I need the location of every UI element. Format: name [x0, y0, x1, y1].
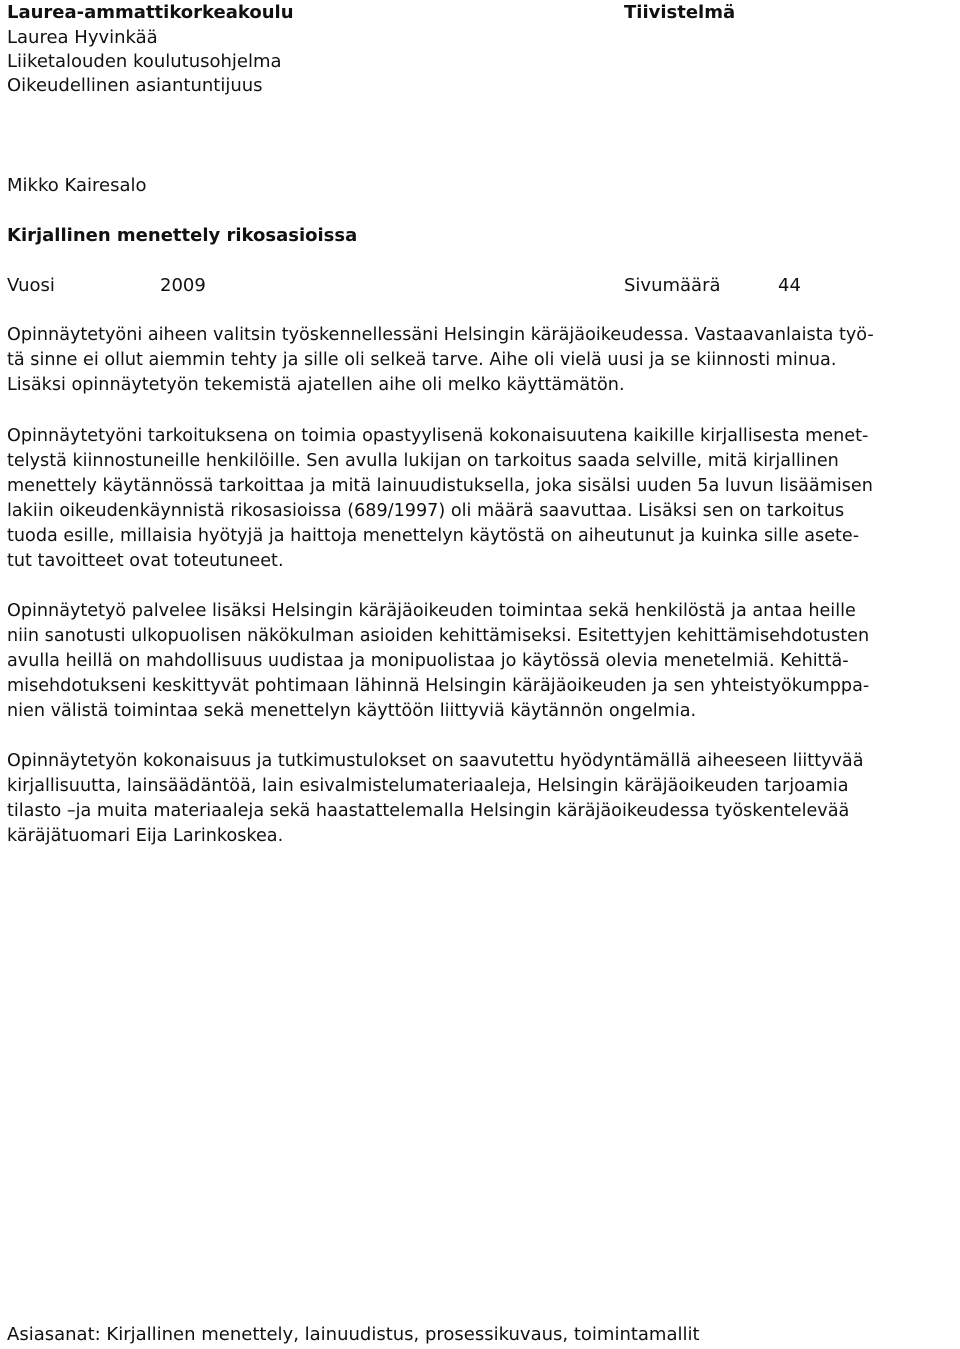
paragraph-line: tilasto –ja muita materiaaleja sekä haastattelemalla Helsingin käräjäoikeudessa työskentelevää — [7, 801, 850, 821]
paragraph-line: käräjätuomari Eija Larinkoskea. — [7, 826, 284, 846]
paragraph-line: kirjallisuutta, lainsäädäntöä, lain esivalmistelumateriaaleja, Helsingin käräjäoikeuden tarjoamia — [7, 776, 849, 796]
paragraph-line: Opinnäytetyöni aiheen valitsin työskennellessäni Helsingin käräjäoikeudessa. Vastaavanlaista työ- — [7, 325, 874, 345]
paragraph-line: niin sanotusti ulkopuolisen näkökulman asioiden kehittämiseksi. Esitettyjen kehittämisehdotusten — [7, 626, 870, 646]
programme-name: Liiketalouden koulutusohjelma — [7, 51, 282, 72]
pages-value: 44 — [778, 275, 801, 296]
paragraph-line: tut tavoitteet ovat toteutuneet. — [7, 551, 284, 571]
paragraph-line: Opinnäytetyön kokonaisuus ja tutkimustulokset on saavutettu hyödyntämällä aiheeseen liittyvää — [7, 751, 864, 771]
paragraph-line: misehdotukseni keskittyvät pohtimaan lähinnä Helsingin käräjäoikeuden ja sen yhteistyökumppa- — [7, 676, 870, 696]
document-type: Tiivistelmä — [624, 2, 736, 23]
abstract-paragraph-2 — [7, 424, 951, 574]
paragraph-line: telystä kiinnostuneille henkilöille. Sen avulla lukijan on tarkoitus saada selville, mitä kirjallinen — [7, 451, 839, 471]
paragraph-line: Lisäksi opinnäytetyön tekemistä ajatellen aihe oli melko käyttämätön. — [7, 375, 625, 395]
paragraph-line: tuoda esille, millaisia hyötyjä ja haittoja menettelyn käytöstä on aiheutunut ja kuinka sille asete- — [7, 526, 860, 546]
paragraph-line: tä sinne ei ollut aiemmin tehty ja sille oli selkeä tarve. Aihe oli vielä uusi ja se kiinnosti minua. — [7, 350, 837, 370]
paragraph-line: Opinnäytetyö palvelee lisäksi Helsingin käräjäoikeuden toimintaa sekä henkilöstä ja antaa heille — [7, 601, 856, 621]
paragraph-line: lakiin oikeudenkäynnistä rikosasioissa (689/1997) oli määrä saavuttaa. Lisäksi sen on tarkoitus — [7, 501, 845, 521]
unit-name: Laurea Hyvinkää — [7, 27, 158, 48]
author-name: Mikko Kairesalo — [7, 175, 147, 196]
specialization-name: Oikeudellinen asiantuntijuus — [7, 75, 263, 96]
thesis-title: Kirjallinen menettely rikosasioissa — [7, 225, 358, 246]
institution-name: Laurea-ammattikorkeakoulu — [7, 2, 294, 23]
abstract-paragraph-1 — [7, 323, 951, 398]
paragraph-line: nien välistä toimintaa sekä menettelyn käyttöön liittyviä käytännön ongelmia. — [7, 701, 697, 721]
keywords: Asiasanat: Kirjallinen menettely, lainuudistus, prosessikuvaus, toimintamallit — [7, 1324, 700, 1345]
paragraph-line: Opinnäytetyöni tarkoituksena on toimia opastyylisenä kokonaisuutena kaikille kirjallisesta menet- — [7, 426, 869, 446]
abstract-paragraph-4 — [7, 749, 951, 849]
paragraph-line: avulla heillä on mahdollisuus uudistaa ja monipuolistaa jo käytössä olevia menetelmiä. Kehittä- — [7, 651, 849, 671]
year-value: 2009 — [160, 275, 206, 296]
paragraph-line: menettely käytännössä tarkoittaa ja mitä lainuudistuksella, joka sisälsi uuden 5a luvun lisäämisen — [7, 476, 873, 496]
abstract-paragraph-3 — [7, 599, 951, 724]
year-label: Vuosi — [7, 275, 55, 296]
pages-label: Sivumäärä — [624, 275, 721, 296]
